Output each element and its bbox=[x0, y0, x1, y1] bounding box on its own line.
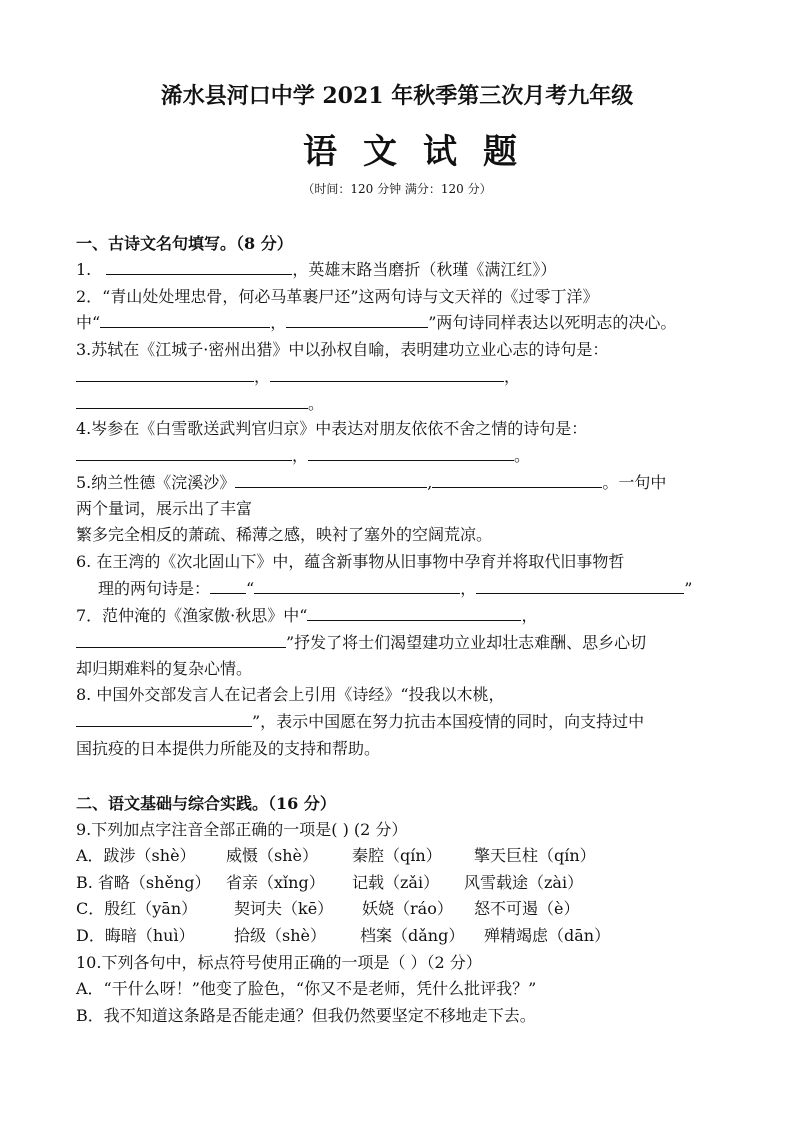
question-8-line2 bbox=[76, 710, 644, 734]
q7-comma: ， bbox=[521, 606, 538, 625]
q9-b-2: 省亲（xǐng） bbox=[226, 873, 325, 892]
q1-number: 1. bbox=[76, 260, 92, 279]
q9-a-4: 擎天巨柱（qín） bbox=[474, 846, 596, 865]
q9-option-a bbox=[76, 844, 596, 868]
question-6-line1: 6. 在王湾的《次北固山下》中，蕴含新事物从旧事物中孕育并将取代旧事物哲 bbox=[76, 552, 625, 571]
q9-d-4: 殚精竭虑（dān） bbox=[484, 926, 611, 945]
q6-blank-2[interactable] bbox=[476, 577, 684, 594]
q9-b-1: B. 省略（shěng） bbox=[76, 873, 211, 892]
q3-blank-3[interactable] bbox=[76, 392, 308, 409]
q3-comma-2: ， bbox=[504, 367, 521, 386]
question-10-stem: 10.下列各句中，标点符号使用正确的一项是（ ）（2 分） bbox=[76, 953, 482, 972]
q4-blank-1[interactable] bbox=[76, 444, 292, 461]
q1-text: ，英雄末路当磨折（秋瑾《满江红》） bbox=[292, 260, 557, 279]
q5-end: 。一句中 bbox=[602, 473, 667, 492]
q1-blank[interactable] bbox=[106, 258, 292, 275]
q8-blank[interactable] bbox=[76, 710, 252, 727]
q9-a-2: 威慑（shè） bbox=[226, 846, 318, 865]
q8-suffix: ”，表示中国愿在努力抗击本国疫情的同时，向支持过中 bbox=[252, 712, 645, 731]
q6-comma: ， bbox=[460, 579, 477, 598]
q6-lead-line bbox=[210, 577, 246, 594]
question-8-line3: 国抗疫的日本提供力所能及的支持和帮助。 bbox=[76, 739, 381, 758]
question-6-line2 bbox=[98, 577, 692, 601]
q2-prefix: 中“ bbox=[76, 313, 101, 332]
q7-blank-2[interactable] bbox=[76, 631, 286, 648]
q5-blank-1[interactable] bbox=[235, 471, 427, 488]
q9-d-3: 档案（dǎng） bbox=[360, 926, 465, 945]
question-3-line2 bbox=[76, 365, 520, 389]
question-7-line2 bbox=[76, 631, 646, 655]
question-3-line1: 3.苏轼在《江城子·密州出猎》中以孙权自喻，表明建功立业心志的诗句是： bbox=[76, 340, 609, 359]
q3-blank-2[interactable] bbox=[270, 365, 504, 382]
q3-end: 。 bbox=[308, 394, 325, 413]
q9-c-1: C．殷红（yān） bbox=[76, 899, 198, 918]
q5-prefix: 5.纳兰性德《浣溪沙》 bbox=[76, 473, 236, 492]
q7-blank-1[interactable] bbox=[307, 604, 521, 621]
question-7-line3: 却归期难料的复杂心情。 bbox=[76, 659, 253, 678]
q6-prefix: 理的两句诗是： bbox=[98, 579, 211, 598]
q9-a-3: 秦腔（qín） bbox=[352, 846, 442, 865]
q9-c-4: 怒不可遏（è） bbox=[474, 899, 580, 918]
section2-heading: 二、语文基础与综合实践。（16 分） bbox=[76, 794, 336, 813]
question-5-line1 bbox=[76, 471, 666, 495]
question-4-line1: 4.岑参在《白雪歌送武判官归京》中表达对朋友依依不舍之情的诗句是： bbox=[76, 419, 588, 438]
subject-title: 语文试题 bbox=[303, 132, 543, 172]
q10-option-b: B．我不知道这条路是否能走通？但我仍然要坚定不移地走下去。 bbox=[76, 1006, 536, 1025]
question-3-line3 bbox=[76, 392, 324, 416]
q9-b-3: 记载（zǎi） bbox=[352, 873, 440, 892]
q2-blank-2[interactable] bbox=[286, 311, 428, 328]
question-7-line1 bbox=[76, 604, 537, 628]
q6-blank-1[interactable] bbox=[254, 577, 460, 594]
q3-comma-1: ， bbox=[254, 367, 271, 386]
q9-option-b bbox=[76, 871, 583, 895]
q2-mid: ， bbox=[270, 313, 287, 332]
q4-blank-2[interactable] bbox=[308, 444, 514, 461]
q10-option-a: A．“干什么呀！”他变了脸色，“你又不是老师，凭什么批评我？” bbox=[76, 979, 537, 998]
q9-b-4: 风雪载途（zài） bbox=[464, 873, 584, 892]
question-8-line1: 8. 中国外交部发言人在记者会上引用《诗经》“投我以木桃， bbox=[76, 685, 505, 704]
question-5-line3: 繁多完全相反的萧疏、稀薄之感，映衬了塞外的空阔荒凉。 bbox=[76, 525, 493, 544]
q9-c-2: 契诃夫（kē） bbox=[234, 899, 334, 918]
q9-option-c bbox=[76, 897, 579, 921]
q9-d-2: 拾级（shè） bbox=[234, 926, 326, 945]
q3-blank-1[interactable] bbox=[76, 365, 254, 382]
question-9-stem: 9.下列加点字注音全部正确的一项是( ) (2 分） bbox=[76, 820, 408, 839]
exam-info: （时间：120 分钟 满分：120 分） bbox=[302, 182, 492, 196]
q7-prefix: 7．范仲淹的《渔家傲·秋思》中“ bbox=[76, 606, 308, 625]
school-exam-title: 浠水县河口中学 2021 年秋季第三次月考九年级 bbox=[160, 83, 634, 109]
q9-a-1: A．跋涉（shè） bbox=[76, 846, 196, 865]
q6-open-quote: “ bbox=[246, 579, 255, 598]
q9-c-3: 妖娆（ráo） bbox=[362, 899, 453, 918]
q4-end: 。 bbox=[514, 446, 531, 465]
q2-blank-1[interactable] bbox=[100, 311, 270, 328]
q9-d-1: D．晦暗（huì） bbox=[76, 926, 195, 945]
question-4-line2 bbox=[76, 444, 530, 468]
q7-suffix: ”抒发了将士们渴望建功立业却壮志难酬、思乡心切 bbox=[286, 633, 647, 652]
q5-comma: , bbox=[427, 473, 433, 492]
q4-comma: ， bbox=[292, 446, 309, 465]
q2-suffix: ”两句诗同样表达以死明志的决心。 bbox=[428, 313, 677, 332]
question-2-line2 bbox=[76, 311, 676, 335]
section1-heading: 一、古诗文名句填写。（8 分） bbox=[76, 234, 293, 253]
q9-option-d bbox=[76, 924, 610, 948]
question-5-line2: 两个量词，展示出了丰富 bbox=[76, 499, 253, 518]
question-1 bbox=[76, 258, 556, 282]
q6-close-quote: ” bbox=[684, 579, 693, 598]
question-2-line1: 2．“青山处处埋忠骨，何必马革裹尸还”这两句诗与文天祥的《过零丁洋》 bbox=[76, 287, 599, 306]
q5-blank-2[interactable] bbox=[432, 471, 602, 488]
